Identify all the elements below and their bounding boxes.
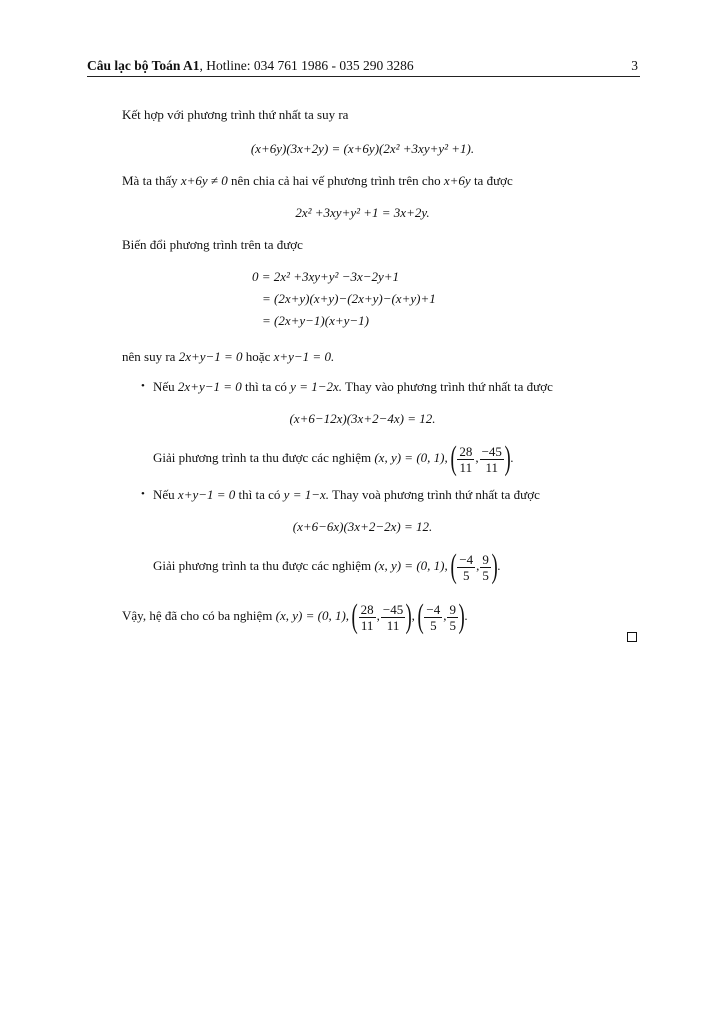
solution-2: Giải phương trình ta thu được các nghiệm (x, y) = (0, 1), ( $\frac{-4}{5}$ , $\frac{9}{5}$ ). bbox=[153, 548, 501, 586]
equation-3-line-1: 0 = 2x² +3xy+y² −3x−2y+1 bbox=[252, 269, 400, 284]
hotline-text: , Hotline: 034 761 1986 - 035 290 3286 bbox=[199, 58, 414, 73]
bullet-1-text: Nếu 2x+y−1 = 0 thì ta có y = 1−2x. Thay vào phương trình thứ nhất ta được bbox=[153, 379, 553, 394]
equation-4: (x+6−12x)(3x+2−4x) = 12. bbox=[289, 411, 436, 426]
equation-5: (x+6−6x)(3x+2−2x) = 12. bbox=[292, 519, 433, 534]
fraction: $\frac{28}{11}$ bbox=[360, 601, 374, 633]
equation-3-line-2: = (2x+y)(x+y)−(2x+y)−(x+y)+1 bbox=[262, 291, 436, 306]
fraction: $\frac{-45}{11}$ bbox=[382, 601, 404, 633]
paragraph-2: Mà ta thấy x+6y ≠ 0 nên chia cả hai vế phương trình trên cho x+6y ta được bbox=[122, 173, 513, 188]
equation-3-line-3: = (2x+y−1)(x+y−1) bbox=[262, 313, 370, 328]
paragraph-3: Biến đổi phương trình trên ta được bbox=[122, 237, 303, 252]
fraction: $\frac{-4}{5}$ bbox=[426, 601, 441, 633]
club-name: Câu lạc bộ Toán A1 bbox=[87, 58, 200, 73]
page-header bbox=[87, 58, 640, 77]
bullet-2-marker: • bbox=[141, 488, 145, 500]
fraction: $\frac{9}{5}$ bbox=[449, 601, 456, 633]
bullet-1-marker: • bbox=[141, 380, 145, 392]
fraction: $\frac{28}{11}$ bbox=[459, 443, 473, 475]
fraction: $\frac{9}{5}$ bbox=[482, 551, 489, 583]
fraction: $\frac{-45}{11}$ bbox=[481, 443, 502, 475]
bullet-2-text: Nếu x+y−1 = 0 thì ta có y = 1−x. Thay voà phương trình thứ nhất ta được bbox=[153, 487, 540, 502]
header-title bbox=[87, 58, 414, 74]
paragraph-1: Kết hợp với phương trình thứ nhất ta suy ra bbox=[122, 107, 349, 122]
paragraph-4: nên suy ra 2x+y−1 = 0 hoặc x+y−1 = 0. bbox=[122, 349, 335, 364]
qed-square-icon bbox=[627, 632, 637, 642]
fraction: $\frac{-4}{5}$ bbox=[459, 551, 474, 583]
solution-1: Giải phương trình ta thu được các nghiệm (x, y) = (0, 1), ( $\frac{28}{11}$ , $\frac{-45}{11}$ ). bbox=[153, 440, 514, 478]
conclusion: Vậy, hệ đã cho có ba nghiệm (x, y) = (0, 1), ( $\frac{28}{11}$ , $\frac{-45}{11}$ ), ( $\frac{-4}{5}$ , $\frac{9}{5}$ ). bbox=[122, 598, 468, 636]
page-number: 3 bbox=[631, 58, 638, 73]
equation-2: 2x² +3xy+y² +1 = 3x+2y. bbox=[295, 205, 430, 220]
equation-1: (x+6y)(3x+2y) = (x+6y)(2x² +3xy+y² +1). bbox=[250, 141, 475, 156]
